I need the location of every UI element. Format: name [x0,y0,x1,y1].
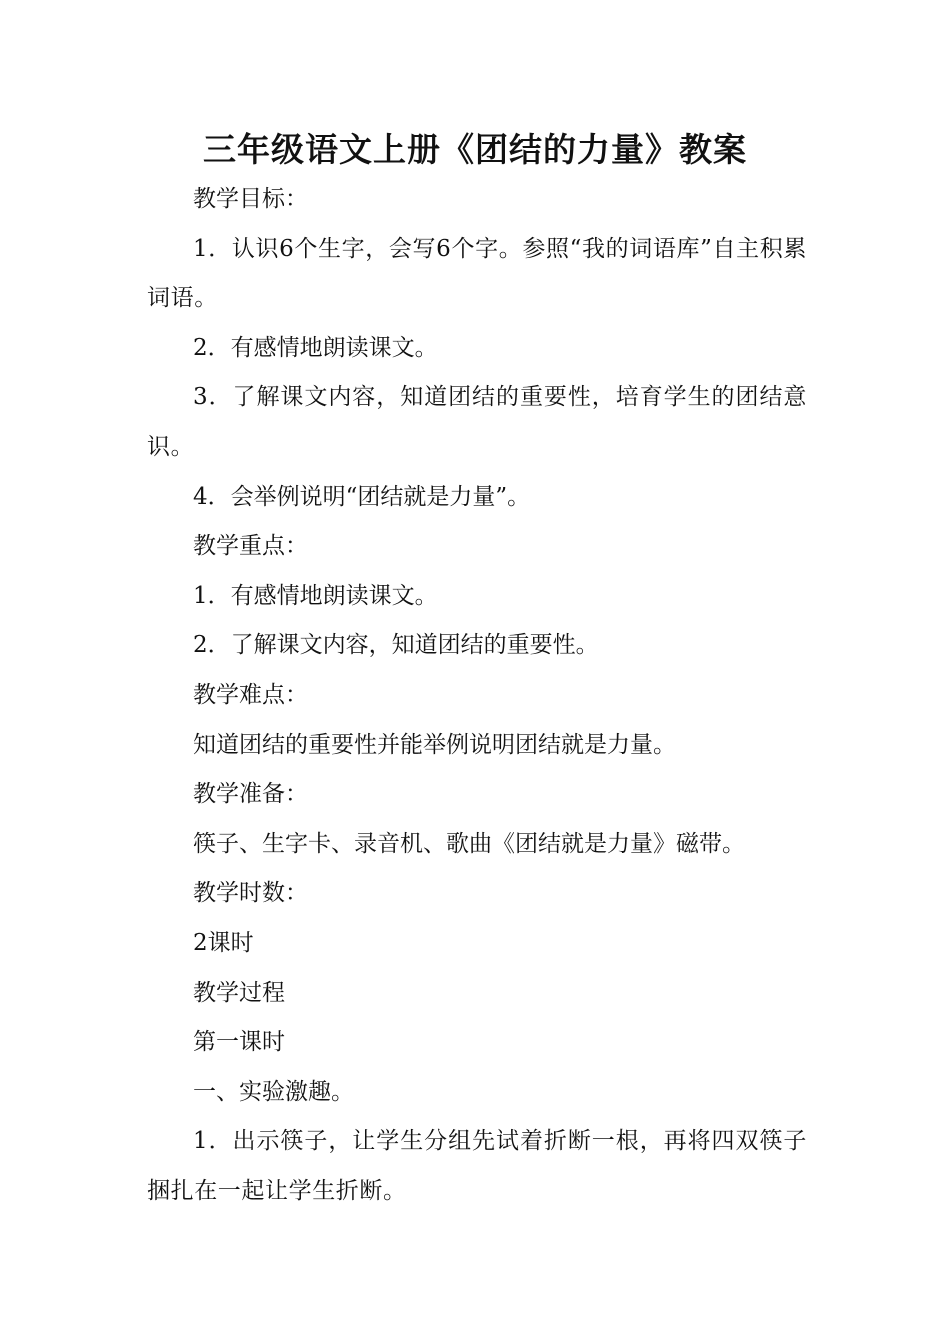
section-heading-preparation: 教学准备： [193,781,308,808]
objective-item-1: 1．认识6个生字，会写6个字。参照“我的词语库”自主积累词语。 [147,235,807,312]
key-point-item-1: 1．有感情地朗读课文。 [193,582,438,609]
step-heading-1: 一、实验激趣。 [193,1078,354,1105]
document-body [147,175,807,1216]
document-title: 三年级语文上册《团结的力量》教案 [203,130,747,169]
objective-item-4: 4．会举例说明“团结就是力量”。 [193,483,531,510]
preparation-text: 筷子、生字卡、录音机、歌曲《团结就是力量》磁带。 [193,830,745,857]
objective-item-2: 2．有感情地朗读课文。 [193,334,438,361]
difficulty-text: 知道团结的重要性并能举例说明团结就是力量。 [193,731,676,758]
key-point-item-2: 2．了解课文内容，知道团结的重要性。 [193,632,599,659]
section-heading-objectives: 教学目标： [193,186,308,212]
section-heading-key-points: 教学重点： [193,533,308,560]
section-heading-class-hours: 教学时数： [193,880,308,907]
class-hours-text: 2课时 [193,929,254,956]
lesson-heading-first: 第一课时 [193,1029,285,1056]
section-heading-difficulties: 教学难点： [193,681,308,708]
objective-item-3: 3．了解课文内容，知道团结的重要性，培育学生的团结意识。 [147,384,807,460]
step-item-1: 1．出示筷子，让学生分组先试着折断一根，再将四双筷子捆扎在一起让学生折断。 [147,1128,807,1204]
section-heading-process: 教学过程 [193,979,285,1006]
